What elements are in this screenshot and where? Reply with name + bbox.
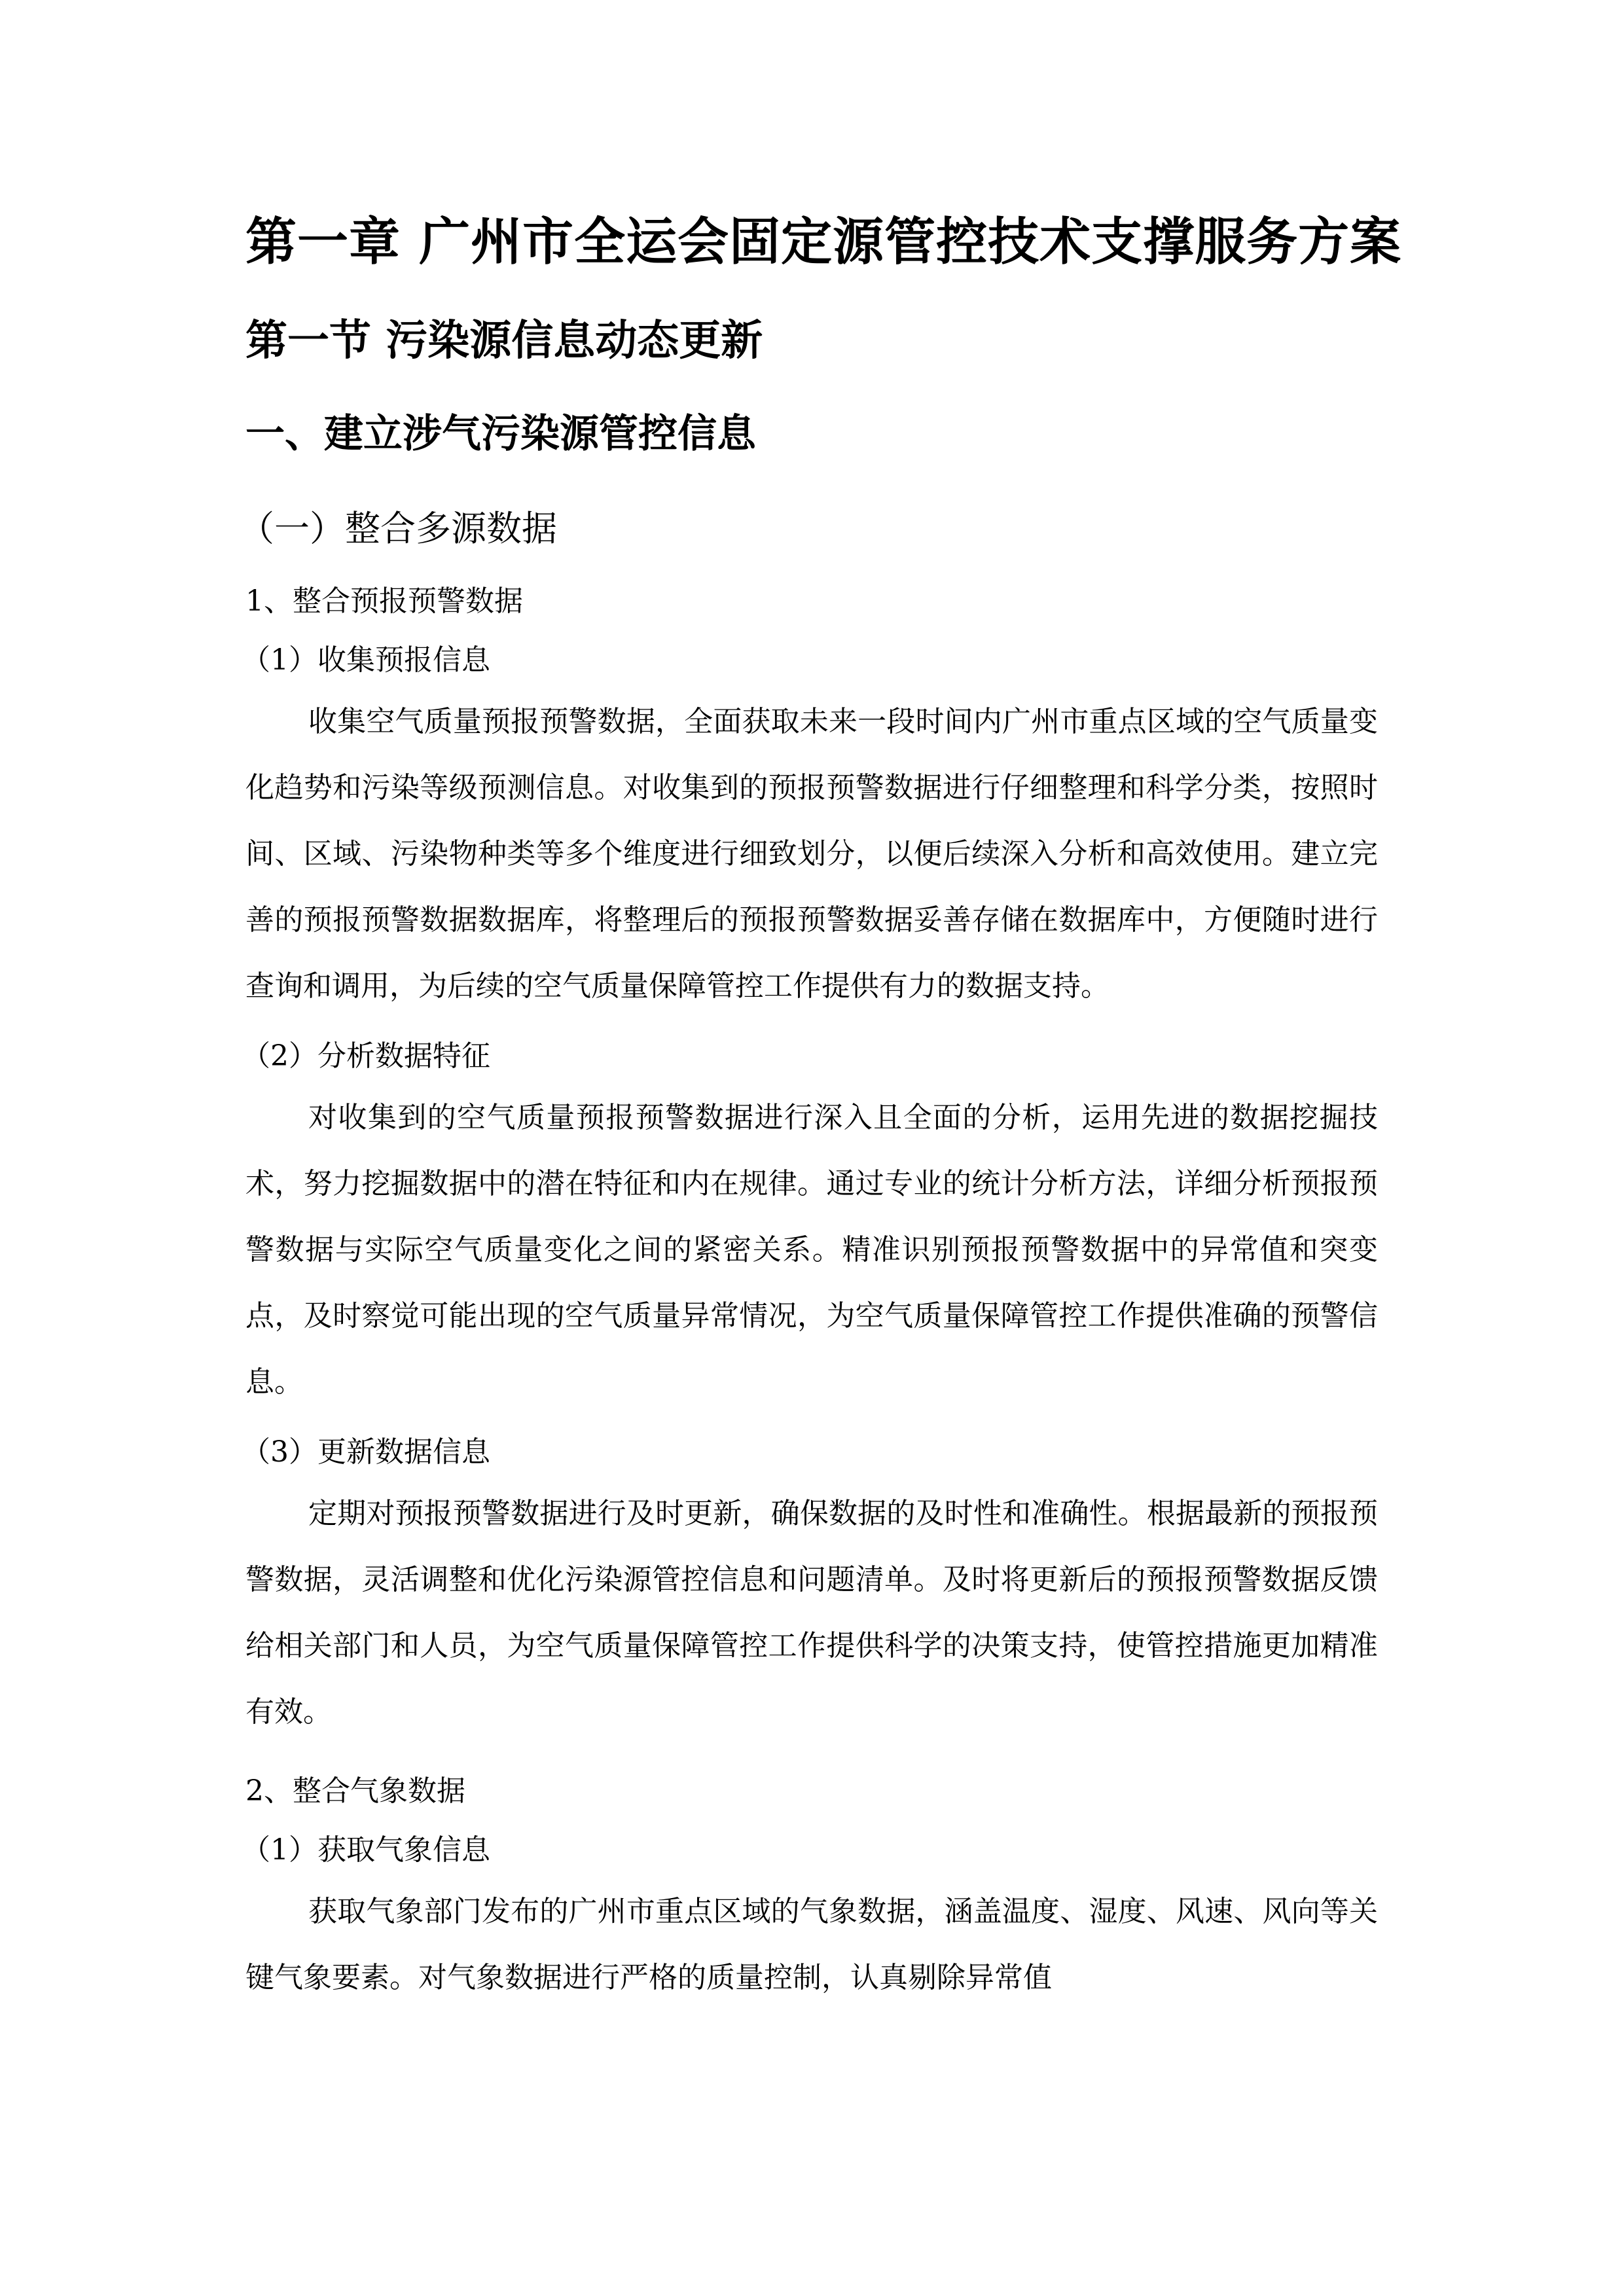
item-title-meteorological-data: 2、整合气象数据 <box>245 1774 465 1808</box>
chapter-title: 第一章 广州市全运会固定源管控技术支撑服务方案 <box>245 213 1402 272</box>
document-body <box>239 209 1402 2011</box>
section-title: 第一节 污染源信息动态更新 <box>245 317 763 365</box>
paragraph-collect-forecast: 收集空气质量预报预警数据，全面获取未来一段时间内广州市重点区域的空气质量变化趋势和污染等级预测信息。对收集到的预报预警数据进行仔细整理和科学分类，按照时间、区域、污染物种类等多个维度进行细致划分，以便后续深入分析和高效使用。建立完善的预报预警数据数据库，将整理后的预报预警数据妥善存储在数据库中，方便随时进行查询和调用，为后续的空气质量保障管控工作提供有力的数据支持。 <box>245 705 1378 1003</box>
subitem-title-collect-forecast: （1）收集预报信息 <box>242 643 490 677</box>
paragraph-acquire-weather: 获取气象部门发布的广州市重点区域的气象数据，涵盖温度、湿度、风速、风向等关键气象要素。对气象数据进行严格的质量控制，认真剔除异常值 <box>245 1895 1378 1994</box>
paragraph-update-data: 定期对预报预警数据进行及时更新，确保数据的及时性和准确性。根据最新的预报预警数据，灵活调整和优化污染源管控信息和问题清单。及时将更新后的预报预警数据反馈给相关部门和人员，为空气质量保障管控工作提供科学的决策支持，使管控措施更加精准有效。 <box>245 1497 1378 1729</box>
subitem-title-update-data: （3）更新数据信息 <box>242 1435 490 1469</box>
subitem-title-analyze-features: （2）分析数据特征 <box>242 1039 490 1073</box>
subitem-title-acquire-weather: （1）获取气象信息 <box>242 1833 490 1867</box>
item-title-forecast-data: 1、整合预报预警数据 <box>245 584 523 618</box>
subsection-title: 一、建立涉气污染源管控信息 <box>245 411 756 457</box>
paragraph-analyze-features: 对收集到的空气质量预报预警数据进行深入且全面的分析，运用先进的数据挖掘技术，努力挖掘数据中的潜在特征和内在规律。通过专业的统计分析方法，详细分析预报预警数据与实际空气质量变化之间的紧密关系。精准识别预报预警数据中的异常值和突变点，及时察觉可能出现的空气质量异常情况，为空气质量保障管控工作提供准确的预警信息。 <box>245 1101 1378 1399</box>
part-title: （一）整合多源数据 <box>239 508 557 549</box>
